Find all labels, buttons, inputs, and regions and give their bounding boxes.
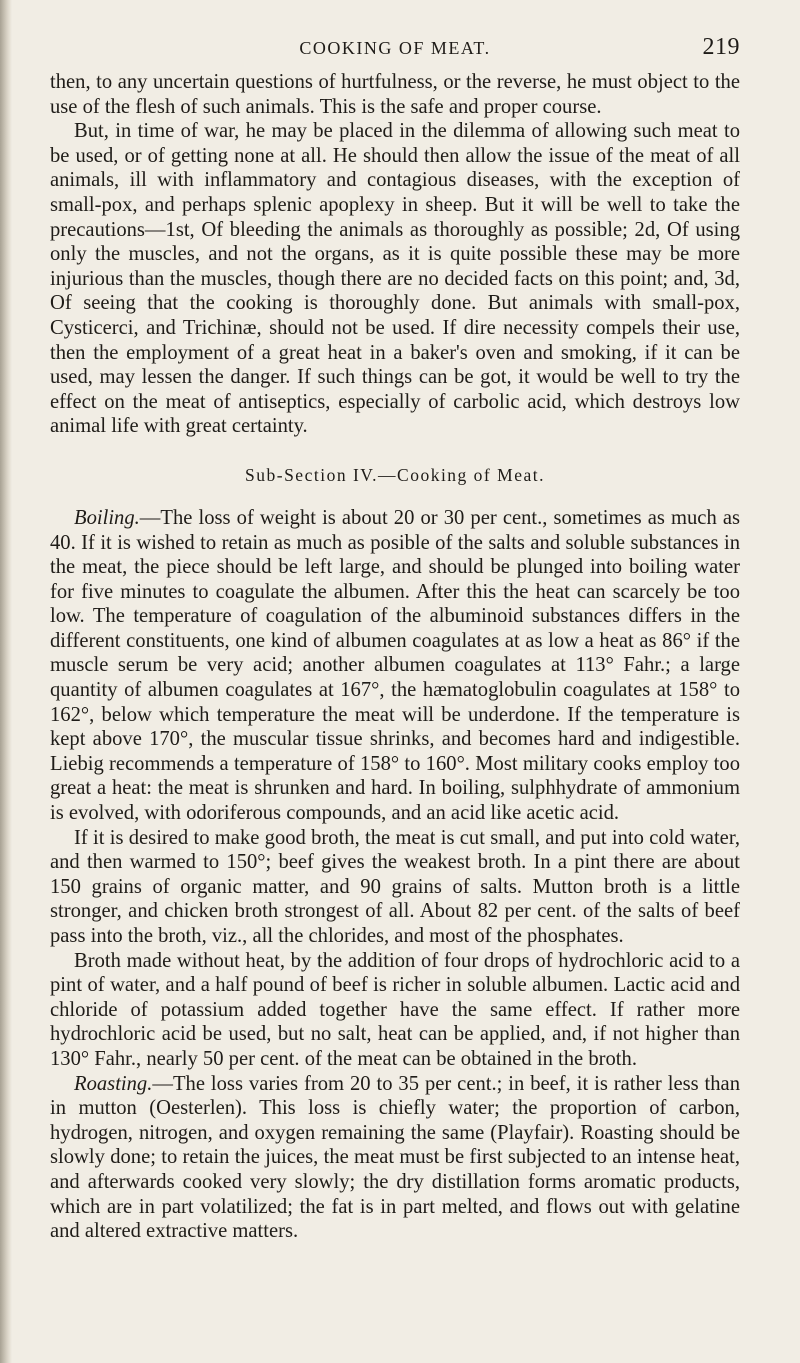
page-header [50,34,740,70]
paragraph-broth: If it is desired to make good broth, the meat is cut small, and put into cold water, and then warmed to 150°; beef gives the weakest broth. In a pint there are about 150 grains of organic matter, and 90 grains of salts. Mutton broth is a little stronger, and chicken broth strongest of all. About 82 per cent. of the salts of beef pass into the broth, viz., all the chlorides, and most of the phosphates. [50,826,740,947]
roasting-text: —The loss varies from 20 to 35 per cent.; in beef, it is rather less than in mutton (Oesterlen). This loss is chiefly water; the proportion of carbon, hydrogen, nitrogen, and oxygen remaining the same (Playfair). Roasting should be slowly done; to retain the juices, the meat must be first subjected to an intense heat, and afterwards cooked very slowly; the dry distillation forms aromatic products, which are in part volatilized; the fat is in part melted, and flows out with gelatine and altered extractive matters. [50,1072,740,1243]
roasting-lead: Roasting. [74,1072,153,1095]
binding-shadow [0,0,12,1363]
page-number: 219 [702,34,740,60]
boiling-lead: Boiling. [74,506,140,529]
paragraph-boiling [50,506,740,826]
paragraph-continuation: then, to any uncertain questions of hurtfulness, or the reverse, he must object to the use of the flesh of such animals. This is the safe and proper course. [50,71,740,118]
paragraph-war: But, in time of war, he may be placed in the dilemma of allowing such meat to be used, or of getting none at all. He should then allow the issue of the meat of all animals, ill with inflammatory and contagious diseases, with the exception of small-pox, and perhaps splenic apoplexy in sheep. But it will be well to take the precautions—1st, Of bleeding the animals as thoroughly as possible; 2d, Of using only the muscles, and not the organs, as it is quite possible these may be more injurious than the muscles, though there are no decided facts on this point; and, 3d, Of seeing that the cooking is thoroughly done. But animals with small-pox, Cysticerci, and Trichinæ, should not be used. If dire necessity compels their use, then the employment of a great heat in a baker's oven and smoking, if it can be used, may lessen the danger. If such things can be got, it would be well to try the effect on the meat of antiseptics, especially of carbolic acid, which destroys low animal life with great certainty. [50,120,740,438]
section-heading: Sub-Section IV.—Cooking of Meat. [245,464,545,485]
running-title: COOKING OF MEAT. [299,38,491,58]
boiling-text: —The loss of weight is about 20 or 30 per cent., sometimes as much as 40. If it is wished to retain as much as posible of the salts and soluble substances in the meat, the piece should be left large, and should be plunged into boiling water for five minutes to coagulate the albumen. After this the heat can scarcely be too low. The temperature of coagulation of the albuminoid substances differs in the different constituents, one kind of albumen coagulates at as low a heat as 86° if the muscle serum be very acid; another albumen coagulates at 113° Fahr.; a large quantity of albumen coagulates at 167°, the hæmatoglobulin coagulates at 158° to 162°, below which temperature the meat will be underdone. If the temperature is kept above 170°, the muscular tissue shrinks, and becomes hard and indigestible. Liebig recommends a temperature of 158° to 160°. Most military cooks employ too great a heat: the meat is shrunken and hard. In boiling, sulphhydrate of ammonium is evolved, with odoriferous compounds, and an acid like acetic acid. [50,506,740,825]
paragraph-broth-no-heat: Broth made without heat, by the addition of four drops of hydrochloric acid to a pint of water, and a half pound of beef is richer in soluble albumen. Lactic acid and chloride of potassium added together have the same effect. If rather more hydrochloric acid be used, but no salt, heat can be applied, and, if not higher than 130° Fahr., nearly 50 per cent. of the meat can be obtained in the broth. [50,949,740,1070]
page-body [50,70,740,1244]
paragraph-roasting [50,1072,740,1244]
